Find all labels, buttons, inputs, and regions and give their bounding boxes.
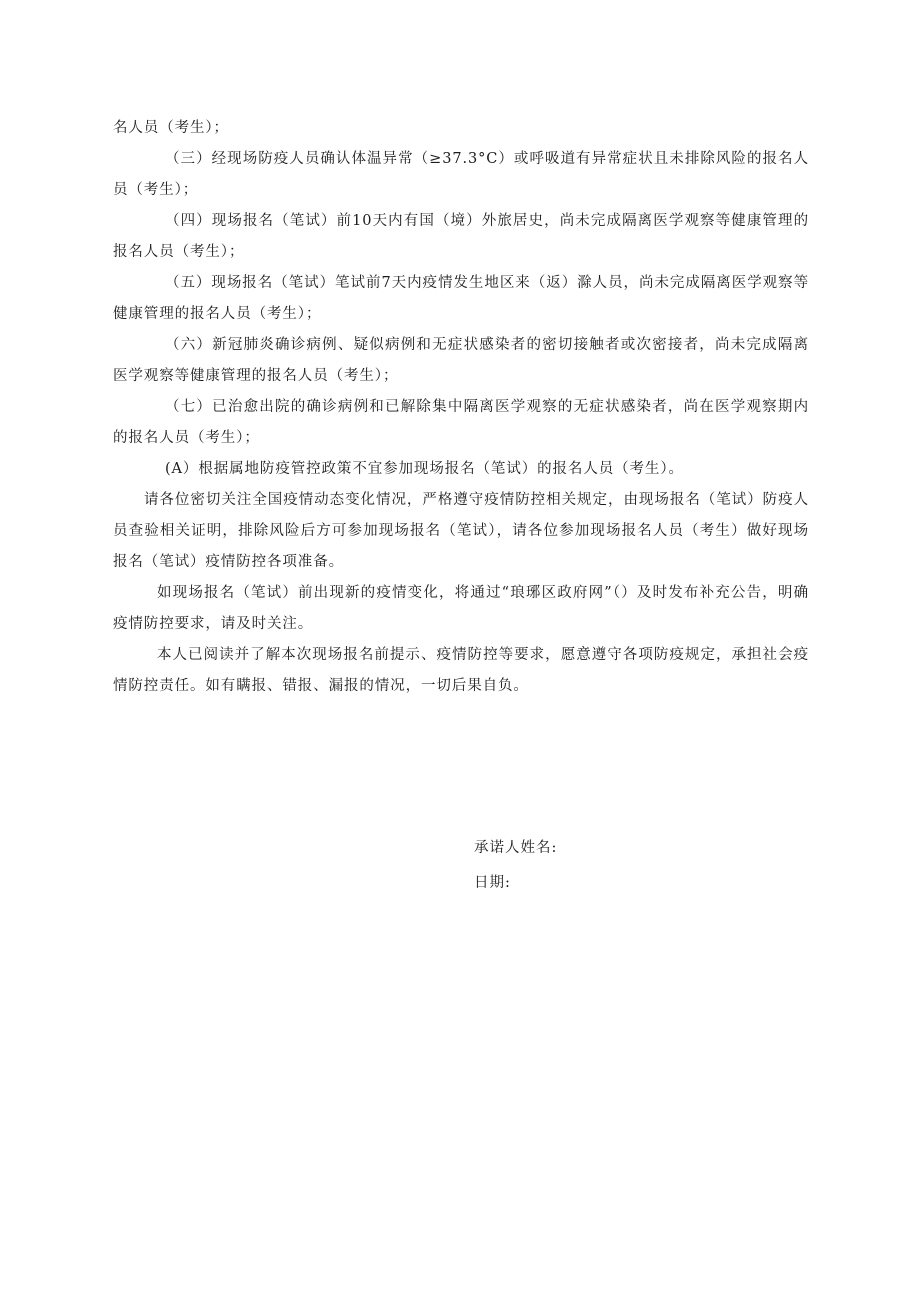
paragraph-continuation: 名人员（考生）； [113, 120, 229, 136]
paragraph-item-4: （四）现场报名（笔试）前10天内有国（境）外旅居史，尚未完成隔离医学观察等健康管理的报名人员（考生）； [113, 213, 809, 260]
date-label: 日期: [474, 875, 511, 891]
paragraph-item-5: （五）现场报名（笔试）笔试前7天内疫情发生地区来（返）滁人员，尚未完成隔离医学观察等健康管理的报名人员（考生）； [113, 275, 809, 322]
paragraph-item-8: (A）根据属地防疫管控政策不宜参加现场报名（笔试）的报名人员（考生）。 [165, 461, 684, 477]
signer-name-label: 承诺人姓名: [474, 840, 558, 856]
paragraph-item-6: （六）新冠肺炎确诊病例、疑似病例和无症状感染者的密切接触者或次密接者，尚未完成隔离医学观察等健康管理的报名人员（考生）； [113, 337, 809, 384]
document-body [113, 113, 809, 702]
paragraph-notice: 请各位密切关注全国疫情动态变化情况，严格遵守疫情防控相关规定，由现场报名（笔试）防疫人员查验相关证明，排除风险后方可参加现场报名（笔试），请各位参加现场报名人员（考生）做好现场报名（笔试）疫情防控各项准备。 [113, 492, 809, 570]
paragraph-commitment: 本人已阅读并了解本次现场报名前提示、疫情防控等要求，愿意遵守各项防疫规定，承担社会疫情防控责任。如有瞒报、错报、漏报的情况，一切后果自负。 [113, 647, 809, 694]
paragraph-item-3: （三）经现场防疫人员确认体温异常（≥37.3°C）或呼吸道有异常症状且未排除风险的报名人员（考生）； [113, 151, 809, 198]
paragraph-item-7: （七）已治愈出院的确诊病例和已解除集中隔离医学观察的无症状感染者，尚在医学观察期内的报名人员（考生）； [113, 399, 809, 446]
paragraph-update-notice: 如现场报名（笔试）前出现新的疫情变化，将通过“琅琊区政府网”（）及时发布补充公告，明确疫情防控要求，请及时关注。 [113, 585, 809, 632]
signature-block [474, 831, 774, 901]
